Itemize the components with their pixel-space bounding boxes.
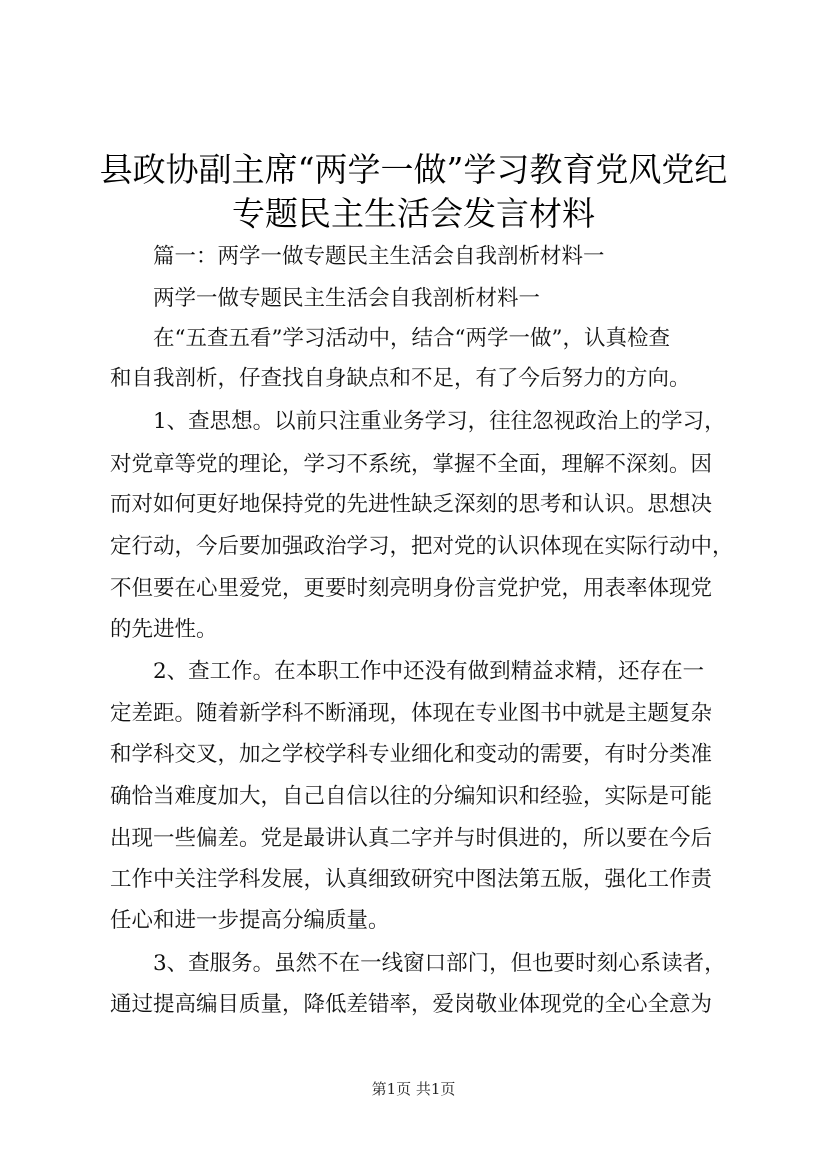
document-title-line-1: 县政协副主席“两学一做”学习教育党风党纪 <box>99 150 728 189</box>
body-line: 定差距。随着新学科不断涌现，体现在专业图书中就是主题复杂 <box>110 701 713 726</box>
body-line: 出现一些偏差。党是最讲认真二字并与时俱进的，所以要在今后 <box>110 826 713 851</box>
body-line: 和自我剖析，仔查找自身缺点和不足，有了今后努力的方向。 <box>110 366 691 391</box>
body-line: 的先进性。 <box>110 617 218 642</box>
body-line: 通过提高编目质量，降低差错率，爱岗敬业体现党的全心全意为 <box>110 992 713 1017</box>
body-line: 和学科交叉，加之学校学科专业细化和变动的需要，有时分类准 <box>110 742 713 767</box>
body-line: 不但要在心里爱党，更要时刻亮明身份言党护党，用表率体现党 <box>110 576 713 601</box>
body-line: 1、查思想。以前只注重业务学习，往往忽视政治上的学习， <box>110 409 726 434</box>
body-line: 2、查工作。在本职工作中还没有做到精益求精，还存在一 <box>110 659 705 684</box>
document-title-line-2: 专题民主生活会发言材料 <box>232 194 595 233</box>
body-line: 而对如何更好地保持党的先进性缺乏深刻的思考和认识。思想决 <box>110 492 713 517</box>
body-line: 定行动，今后要加强政治学习，把对党的认识体现在实际行动中， <box>110 534 734 559</box>
body-line: 3、查服务。虽然不在一线窗口部门，但也要时刻心系读者， <box>110 951 726 976</box>
body-line: 对党章等党的理论，学习不系统，掌握不全面，理解不深刻。因 <box>110 452 713 477</box>
body-line: 任心和进一步提高分编质量。 <box>110 908 390 933</box>
body-line: 确恰当难度加大，自己自信以往的分编知识和经验，实际是可能 <box>110 784 713 809</box>
body-line: 篇一：两学一做专题民主生活会自我剖析材料一 <box>110 244 605 269</box>
body-line: 工作中关注学科发展，认真细致研究中图法第五版，强化工作责 <box>110 867 713 892</box>
page-footer: 第1页 共1页 <box>371 1080 456 1098</box>
body-line: 在“五查五看”学习活动中，结合“两学一做”，认真检查 <box>110 326 670 351</box>
body-line: 两学一做专题民主生活会自我剖析材料一 <box>110 286 541 311</box>
